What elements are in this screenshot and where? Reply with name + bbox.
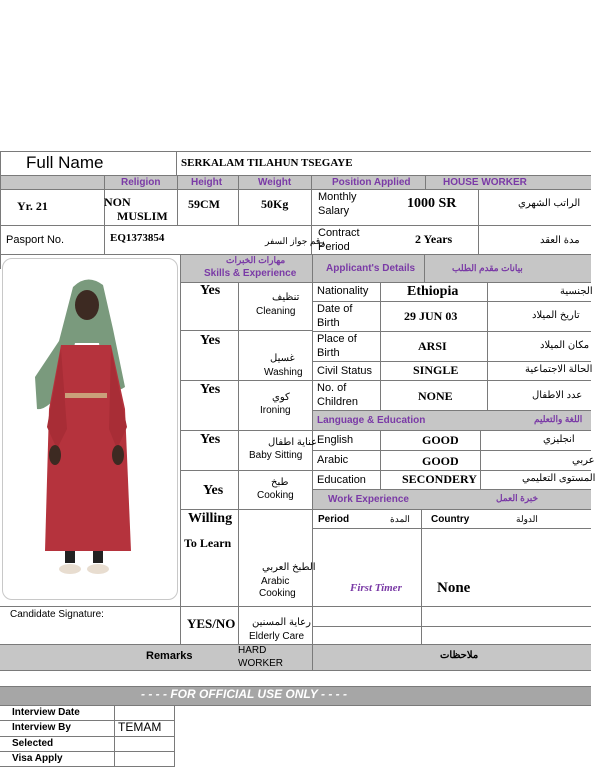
skill-ironing-value: Yes: [200, 382, 221, 397]
nationality-value: Ethiopia: [407, 284, 459, 299]
religion-value-2: MUSLIM: [117, 209, 168, 223]
skill-cooking-value: Yes: [203, 483, 224, 498]
nationality-label: Nationality: [317, 285, 369, 297]
height-label: Height: [191, 177, 223, 188]
details-header: Applicant's Details: [326, 263, 416, 274]
skill-washing-value: Yes: [200, 333, 221, 348]
period-label: Period: [318, 514, 350, 525]
weight-value: 50Kg: [261, 197, 289, 211]
children-label-2: Children: [317, 396, 358, 408]
full-name-label: Full Name: [26, 153, 104, 172]
interview-by-label: Interview By: [12, 722, 71, 733]
remarks-ar: ملاحظات: [440, 650, 479, 661]
salary-label-1: Monthly: [318, 191, 357, 203]
pob-value: ARSI: [418, 339, 447, 353]
skill-elderly-label: Elderly Care: [249, 631, 305, 642]
education-label: Education: [317, 474, 366, 486]
country-label: Country: [431, 514, 470, 525]
skill-arabic-cooking-label-2: Cooking: [259, 588, 296, 599]
skill-arabic-cooking-label-1: Arabic: [261, 576, 290, 587]
work-header: Work Experience: [328, 494, 409, 505]
dob-ar: تاريخ الميلاد: [532, 310, 580, 321]
arabic-value: GOOD: [422, 454, 459, 468]
education-ar: المستوى التعليمي: [522, 473, 595, 484]
skill-ironing-label: Ironing: [260, 405, 291, 416]
passport-label: Pasport No.: [6, 234, 65, 246]
full-name-value: SERKALAM TILAHUN TSEGAYE: [181, 157, 353, 169]
skill-arabic-cooking-ar: الطبخ العربي: [262, 562, 316, 573]
weight-label: Weight: [258, 177, 292, 188]
skill-washing-ar: غسيل: [270, 353, 295, 364]
skill-arabic-cooking-value-2: To Learn: [184, 536, 232, 550]
dob-label-1: Date of: [317, 303, 353, 315]
interview-by-value: TEMAM: [118, 720, 162, 734]
education-header: Language & Education: [317, 415, 426, 426]
applicant-photo: [3, 259, 179, 601]
religion-label: Religion: [121, 177, 161, 188]
remarks-value-2: WORKER: [238, 658, 283, 669]
skill-babysitting-value: Yes: [200, 432, 221, 447]
arabic-label: Arabic: [317, 454, 349, 466]
height-value: 59CM: [188, 197, 220, 211]
salary-value: 1000 SR: [407, 196, 457, 211]
skill-washing-label: Washing: [264, 367, 303, 378]
salary-label-2: Salary: [318, 205, 350, 217]
skill-babysitting-label: Baby Sitting: [249, 450, 303, 461]
education-header-ar: اللغة والتعليم: [534, 414, 583, 424]
position-label: Position Applied: [332, 177, 411, 188]
children-label-1: No. of: [317, 382, 347, 394]
passport-ar: رقم جواز السفر: [265, 236, 325, 246]
passport-value: EQ1373854: [110, 232, 165, 244]
interview-date-label: Interview Date: [12, 707, 80, 718]
selected-label: Selected: [12, 738, 54, 749]
country-ar: الدولة: [516, 514, 538, 524]
remarks-label: Remarks: [146, 650, 193, 662]
skill-babysitting-ar: عناية اطفال: [268, 437, 318, 448]
contract-label-2: Period: [318, 241, 350, 253]
english-label: English: [317, 434, 354, 446]
skill-cleaning-label: Cleaning: [256, 306, 296, 317]
details-header-ar: بيانات مقدم الطلب: [452, 263, 523, 273]
official-banner: - - - - FOR OFFICIAL USE ONLY - - - -: [141, 687, 347, 701]
dob-label-2: Birth: [317, 317, 340, 329]
remarks-value-1: HARD: [238, 645, 267, 656]
english-value: GOOD: [422, 433, 459, 447]
skills-header: Skills & Experience: [204, 268, 297, 279]
skill-elderly-ar: رعاية المسنين: [252, 617, 311, 628]
skill-cooking-label: Cooking: [257, 490, 294, 501]
pob-label-2: Birth: [317, 347, 340, 359]
pob-label-1: Place of: [317, 333, 357, 345]
nationality-ar: الجنسية: [560, 286, 593, 297]
skills-header-ar: مهارات الخبرات: [226, 255, 286, 265]
civil-status-value: SINGLE: [413, 363, 459, 377]
skill-cleaning-value: Yes: [200, 283, 221, 298]
skill-cooking-ar: طبخ: [271, 477, 289, 488]
children-ar: عدد الاطفال: [532, 390, 583, 401]
contract-value: 2 Years: [415, 232, 453, 246]
civil-status-label: Civil Status: [317, 365, 373, 377]
photo-frame: [2, 258, 178, 600]
position-value: HOUSE WORKER: [443, 177, 527, 188]
age-value: Yr. 21: [17, 199, 48, 213]
education-value: SECONDERY: [402, 472, 477, 486]
country-value: None: [437, 580, 471, 596]
skill-elderly-value: YES/NO: [187, 616, 236, 631]
dob-value: 29 JUN 03: [404, 309, 458, 323]
period-ar: المدة: [390, 514, 410, 524]
religion-value-1: NON: [104, 195, 131, 209]
salary-ar: الراتب الشهري: [518, 198, 581, 209]
contract-ar: مدة العقد: [540, 235, 580, 246]
skill-arabic-cooking-value-1: Willing: [188, 511, 233, 526]
skill-ironing-ar: كوي: [272, 392, 290, 403]
work-header-ar: خبرة العمل: [496, 493, 539, 503]
english-ar: انجليزي: [543, 434, 575, 445]
civil-status-ar: الحالة الاجتماعية: [525, 364, 593, 375]
skill-cleaning-ar: تنظيف: [272, 292, 300, 303]
visa-apply-label: Visa Apply: [12, 753, 63, 764]
arabic-ar: عربي: [572, 455, 595, 466]
pob-ar: مكان الميلاد: [540, 340, 590, 351]
children-value: NONE: [418, 389, 453, 403]
period-value: First Timer: [350, 582, 402, 594]
signature-label: Candidate Signature:: [10, 609, 104, 620]
contract-label-1: Contract: [318, 227, 360, 239]
